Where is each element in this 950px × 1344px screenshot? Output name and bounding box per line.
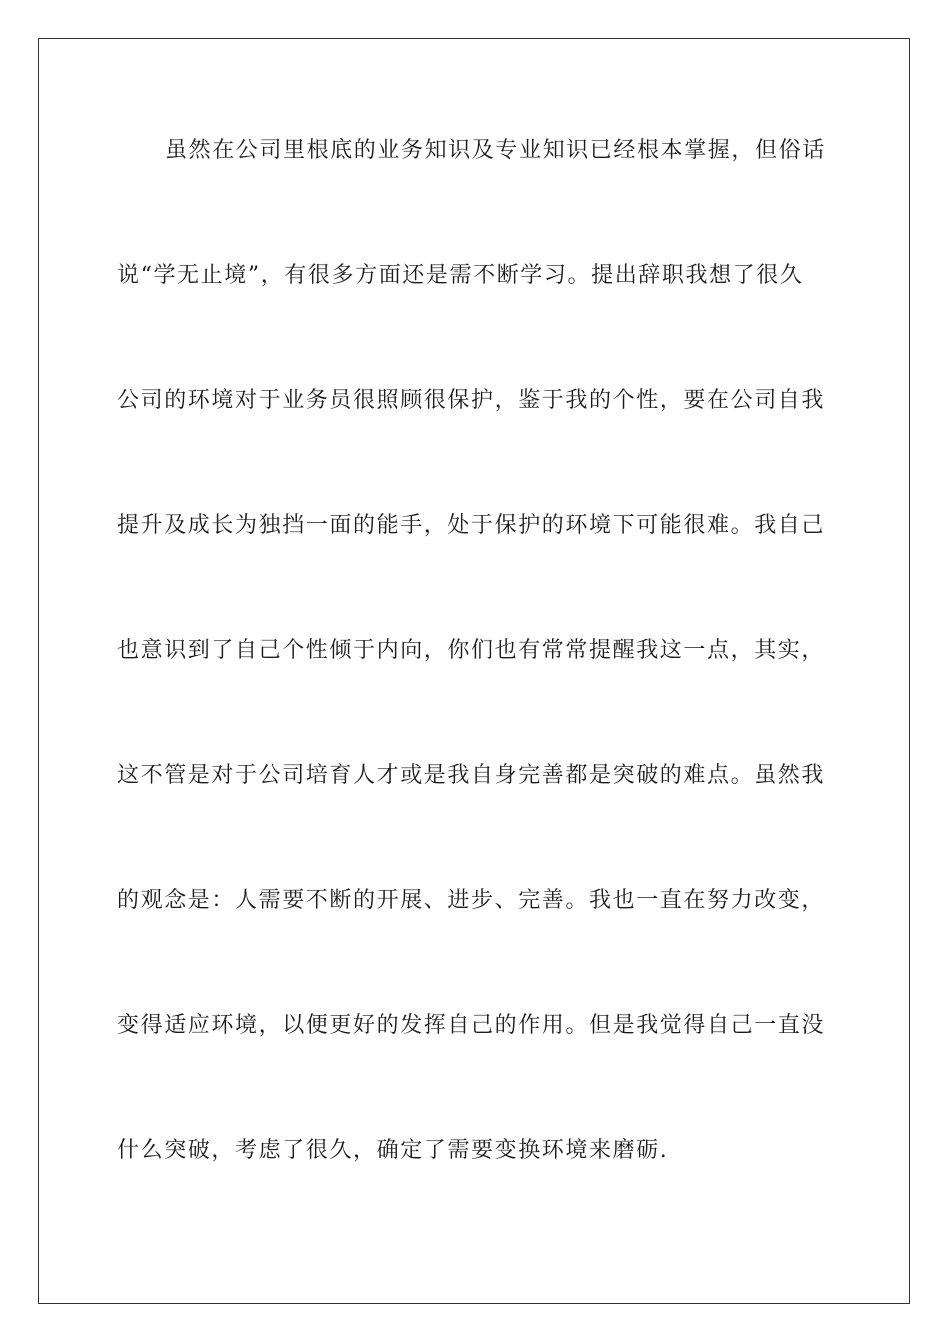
paragraph-line: 说“学无止境”，有很多方面还是需不断学习。提出辞职我想了很久	[117, 263, 804, 288]
paragraph-line: 这不管是对于公司培育人才或是我自身完善都是突破的难点。虽然我	[117, 763, 826, 788]
paragraph-line: 提升及成长为独挡一面的能手，处于保护的环境下可能很难。我自己	[117, 513, 826, 538]
paragraph-line: 虽然在公司里根底的业务知识及专业知识已经根本掌握，但俗话	[165, 138, 826, 163]
paragraph-line: 的观念是：人需要不断的开展、进步、完善。我也一直在努力改变，	[117, 888, 826, 913]
paragraph-line: 公司的环境对于业务员很照顾很保护，鉴于我的个性，要在公司自我	[117, 388, 826, 413]
page-frame	[38, 38, 910, 1304]
paragraph-line: 变得适应环境，以便更好的发挥自己的作用。但是我觉得自己一直没	[117, 1013, 826, 1038]
paragraph-line: 也意识到了自己个性倾于内向，你们也有常常提醒我这一点，其实，	[117, 638, 826, 663]
paragraph-line: 什么突破，考虑了很久，确定了需要变换环境来磨砺.	[117, 1138, 669, 1163]
